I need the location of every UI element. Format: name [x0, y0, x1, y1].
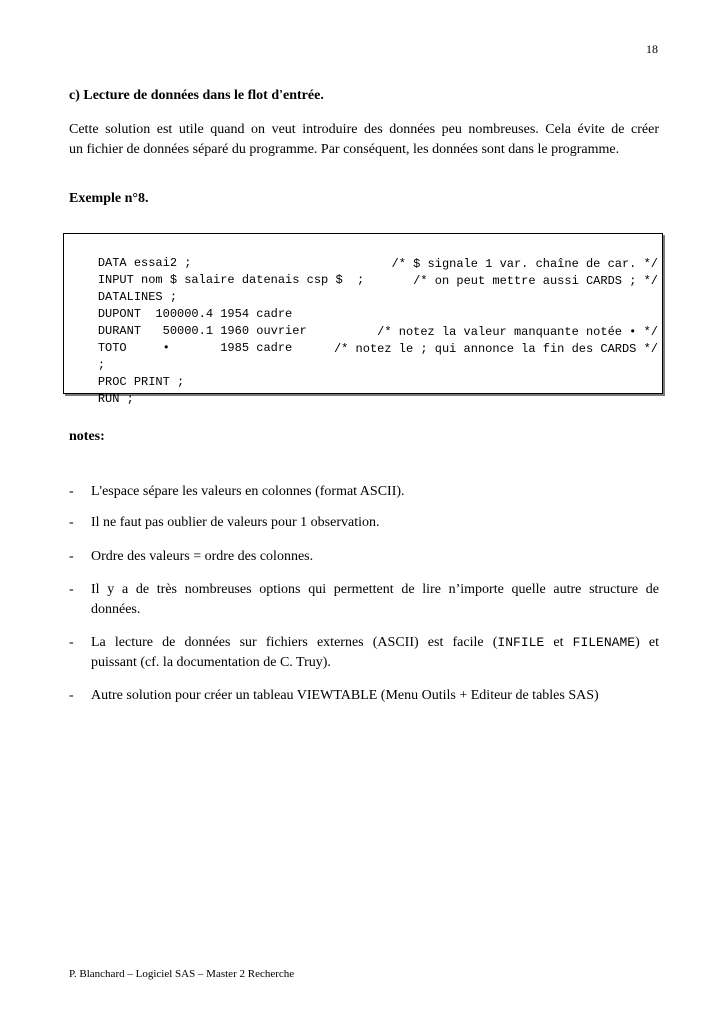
code-comment: /* notez le ; qui annonce la fin des CARDS */ [333, 342, 658, 356]
note-text: Autre solution pour créer un tableau VIEWTABLE (Menu Outils + Editeur de tables SAS) [91, 688, 599, 703]
note-text: Il ne faut pas oublier de valeurs pour 1 observation. [91, 515, 380, 530]
page-number: 18 [646, 42, 658, 56]
code-line-9 [69, 375, 658, 406]
code-line-8 [69, 358, 658, 389]
list-dash: - [69, 484, 74, 499]
code-text: DATA essai2 ; [97, 256, 192, 270]
note-text-line-2: puissant (cf. la documentation de C. Truy). [91, 655, 331, 670]
code-text: RUN ; [97, 392, 134, 406]
code-block [63, 233, 663, 406]
note-text-segment: La lecture de données sur fichiers externes (ASCII) est facile ( [91, 635, 498, 650]
keyword-filename: FILENAME [572, 635, 636, 650]
code-text: PROC PRINT ; [97, 375, 185, 389]
keyword-infile: INFILE [497, 635, 545, 650]
example-title: Exemple n°8. [69, 191, 149, 206]
list-dash: - [69, 515, 74, 530]
note-text: L'espace sépare les valeurs en colonnes (format ASCII). [91, 484, 405, 499]
code-text: DUPONT 100000.4 1954 cadre [97, 307, 293, 321]
notes-title: notes: [69, 429, 105, 444]
code-text: DURANT 50000.1 1960 ouvrier [97, 324, 307, 338]
list-dash: - [69, 582, 74, 597]
code-text: INPUT nom $ salaire datenais csp $ ; [97, 273, 365, 287]
code-line-3 [69, 273, 658, 304]
note-text: Ordre des valeurs = ordre des colonnes. [91, 549, 314, 564]
code-comment: /* on peut mettre aussi CARDS ; */ [413, 274, 658, 288]
code-line-4 [69, 290, 658, 321]
note-text-line-2: données. [91, 602, 141, 617]
intro-paragraph [69, 120, 659, 160]
note-text-segment: et [544, 635, 573, 650]
code-comment: /* $ signale 1 var. chaîne de car. */ [391, 257, 658, 271]
code-comment: /* notez la valeur manquante notée • */ [377, 325, 658, 339]
code-text: DATALINES ; [97, 290, 178, 304]
code-text: ; [97, 358, 106, 372]
section-title: c) Lecture de données dans le flot d'entrée. [69, 88, 324, 103]
note-text-segment: ) et [635, 635, 659, 650]
page-footer: P. Blanchard – Logiciel SAS – Master 2 Recherche [69, 968, 295, 980]
code-line-7 [69, 341, 658, 372]
intro-line-1: Cette solution est utile quand on veut introduire des données peu nombreuses. Cela évite de créer [69, 122, 659, 137]
list-dash: - [69, 549, 74, 564]
note-text-line-1: Il y a de très nombreuses options qui permettent de lire n’importe quelle autre structure de [91, 582, 659, 597]
code-text: TOTO • 1985 cadre [97, 341, 293, 355]
list-dash: - [69, 688, 74, 703]
intro-line-2: un fichier de données séparé du programme. Par conséquent, les données sont dans le programme. [69, 142, 620, 157]
note-text-line-1 [91, 633, 659, 653]
list-dash: - [69, 635, 74, 650]
